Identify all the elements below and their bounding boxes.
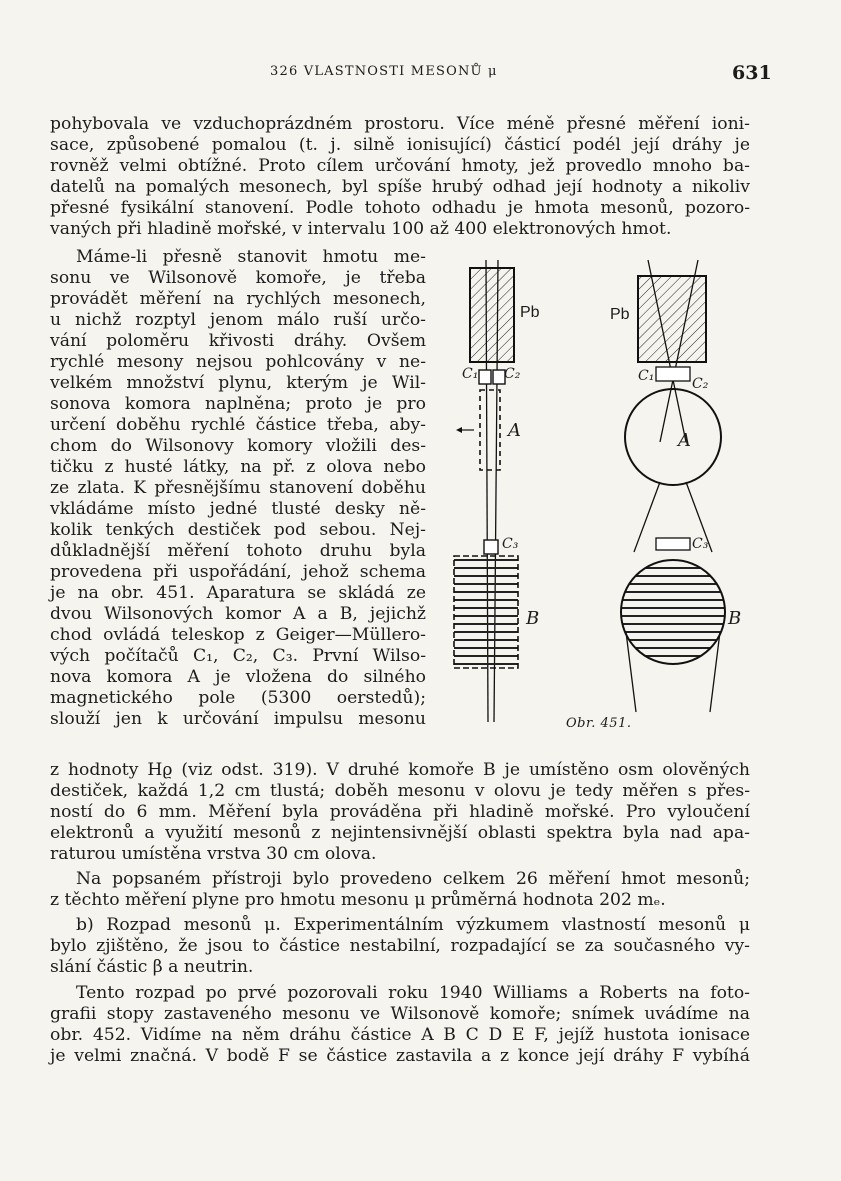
text-line: z hodnoty Hϱ (viz odst. 319). V druhé komoře B je umístěno osm olověných: [50, 760, 750, 780]
right-apparatus: [621, 260, 725, 712]
text-line: sonu ve Wilsonově komoře, je třeba: [50, 268, 426, 288]
arrow-head-icon: [456, 427, 462, 433]
text-line: chom do Wilsonovy komory vložili des-: [50, 436, 426, 456]
text-line: vaných při hladině mořské, v intervalu 100 až 400 elektronových hmot.: [50, 219, 672, 239]
running-title: 326 VLASTNOSTI MESONŮ μ: [270, 64, 498, 79]
counters-c1-c2-right: [656, 367, 690, 381]
page-header: [0, 64, 841, 86]
text-line: sace, způsobené pomalou (t. j. silně ionisující) částicí podél její dráhy je: [50, 135, 750, 155]
text-line: bylo zjištěno, že jsou to částice nestabilní, rozpadající se za současného vy-: [50, 936, 750, 956]
text-line: je velmi značná. V bodě F se částice zastavila a z konce její dráhy F vybíhá: [50, 1046, 750, 1066]
text-line: je na obr. 451. Aparatura se skládá ze: [50, 583, 426, 603]
text-line: provádět měření na rychlých mesonech,: [50, 289, 426, 309]
text-line: vkládáme místo jedné tlusté desky ně-: [50, 499, 426, 519]
left-apparatus: [454, 260, 521, 722]
label-c1-right: C₁: [638, 368, 655, 384]
text-line: vých počítačů C₁, C₂, C₃. První Wilso-: [50, 646, 426, 666]
text-line: důkladnější měření tohoto druhu byla: [50, 541, 426, 561]
text-line: z těchto měření plyne pro hmotu mesonu μ průměrná hodnota 202 mₑ.: [50, 890, 666, 910]
label-b-right: B: [728, 608, 742, 629]
text-line: u nichž rozptyl jenom málo ruší určo-: [50, 310, 426, 330]
label-c3-left: C₃: [502, 536, 519, 552]
section-heading-line: b) Rozpad mesonů μ. Experimentálním výzkumem vlastností mesonů μ: [76, 915, 750, 935]
label-pb-left: Pb: [520, 304, 540, 321]
label-a-right: A: [678, 430, 691, 451]
counter-c3-right: [656, 538, 690, 550]
text-line: destiček, každá 1,2 cm tlustá; doběh mesonu v olovu je tedy měřen s přes-: [50, 781, 750, 801]
label-c1-left: C₁: [462, 366, 479, 382]
label-b-left: B: [526, 608, 540, 629]
text-line: chod ovládá teleskop z Geiger—Müllero-: [50, 625, 426, 645]
text-line: Na popsaném přístroji bylo provedeno celkem 26 měření hmot mesonů;: [76, 869, 750, 889]
chamber-b-right: [621, 560, 725, 664]
text-line: tičku z husté látky, na př. z olova nebo: [50, 457, 426, 477]
figure-451-apparatus: [448, 252, 748, 752]
lead-block-right: [638, 276, 706, 362]
label-a-left: A: [508, 420, 521, 441]
text-line: elektronů a využití mesonů z nejintensivnější oblasti spektra byla nad apa-: [50, 823, 750, 843]
lead-block-left: [470, 268, 514, 362]
text-line: obr. 452. Vidíme na něm dráhu částice A B C D E F, jejíž hustota ionisace: [50, 1025, 750, 1045]
text-line: Tento rozpad po prvé pozorovali roku 1940 Williams a Roberts na foto-: [76, 983, 750, 1003]
label-c2-left: C₂: [504, 366, 521, 382]
label-c2-right: C₂: [692, 376, 709, 392]
text-line: Máme-li přesně stanovit hmotu me-: [76, 247, 426, 267]
text-line: kolik tenkých destiček pod sebou. Nej-: [50, 520, 426, 540]
text-line: grafii stopy zastaveného mesonu ve Wilsonově komoře; snímek uvádíme na: [50, 1004, 750, 1024]
text-line: sonova komora naplněna; proto je pro: [50, 394, 426, 414]
label-pb-right: Pb: [610, 306, 630, 323]
counter-c3-left: [484, 540, 498, 554]
text-line: pohybovala ve vzduchoprázdném prostoru. Více méně přesné měření ioni-: [50, 114, 750, 134]
text-line: dvou Wilsonových komor A a B, jejichž: [50, 604, 426, 624]
chamber-a-right: [625, 389, 721, 485]
figure-caption: Obr. 451.: [566, 716, 632, 731]
text-line: ností do 6 mm. Měření byla prováděna při hladině mořské. Pro vyloučení: [50, 802, 750, 822]
text-line: provedena při uspořádání, jehož schema: [50, 562, 426, 582]
text-line: rychlé mesony nejsou pohlcovány v ne-: [50, 352, 426, 372]
text-line: slání částic β a neutrin.: [50, 957, 254, 977]
text-line: datelů na pomalých mesonech, byl spíše hrubý odhad její hodnoty a nikoliv: [50, 177, 750, 197]
text-line: raturou umístěna vrstva 30 cm olova.: [50, 844, 377, 864]
text-line: slouží jen k určování impulsu mesonu: [50, 709, 426, 729]
counter-c1-left: [479, 370, 491, 384]
text-line: vání poloměru křivosti dráhy. Ovšem: [50, 331, 426, 351]
text-line: přesné fysikální stanovení. Podle tohoto odhadu je hmota mesonů, pozoro-: [50, 198, 750, 218]
text-line: magnetického pole (5300 oerstedů);: [50, 688, 426, 708]
text-line: určení doběhu rychlé částice třeba, aby-: [50, 415, 426, 435]
label-c3-right: C₃: [692, 536, 709, 552]
chamber-b-left: [454, 556, 518, 668]
page-number: 631: [732, 62, 772, 84]
text-line: nova komora A je vložena do silného: [50, 667, 426, 687]
apparatus-diagram: [448, 252, 748, 722]
text-line: ze zlata. K přesnějšímu stanovení doběhu: [50, 478, 426, 498]
text-line: rovněž velmi obtížné. Proto cílem určování hmoty, jež provedlo mnoho ba-: [50, 156, 750, 176]
text-line: velkém množství plynu, kterým je Wil-: [50, 373, 426, 393]
